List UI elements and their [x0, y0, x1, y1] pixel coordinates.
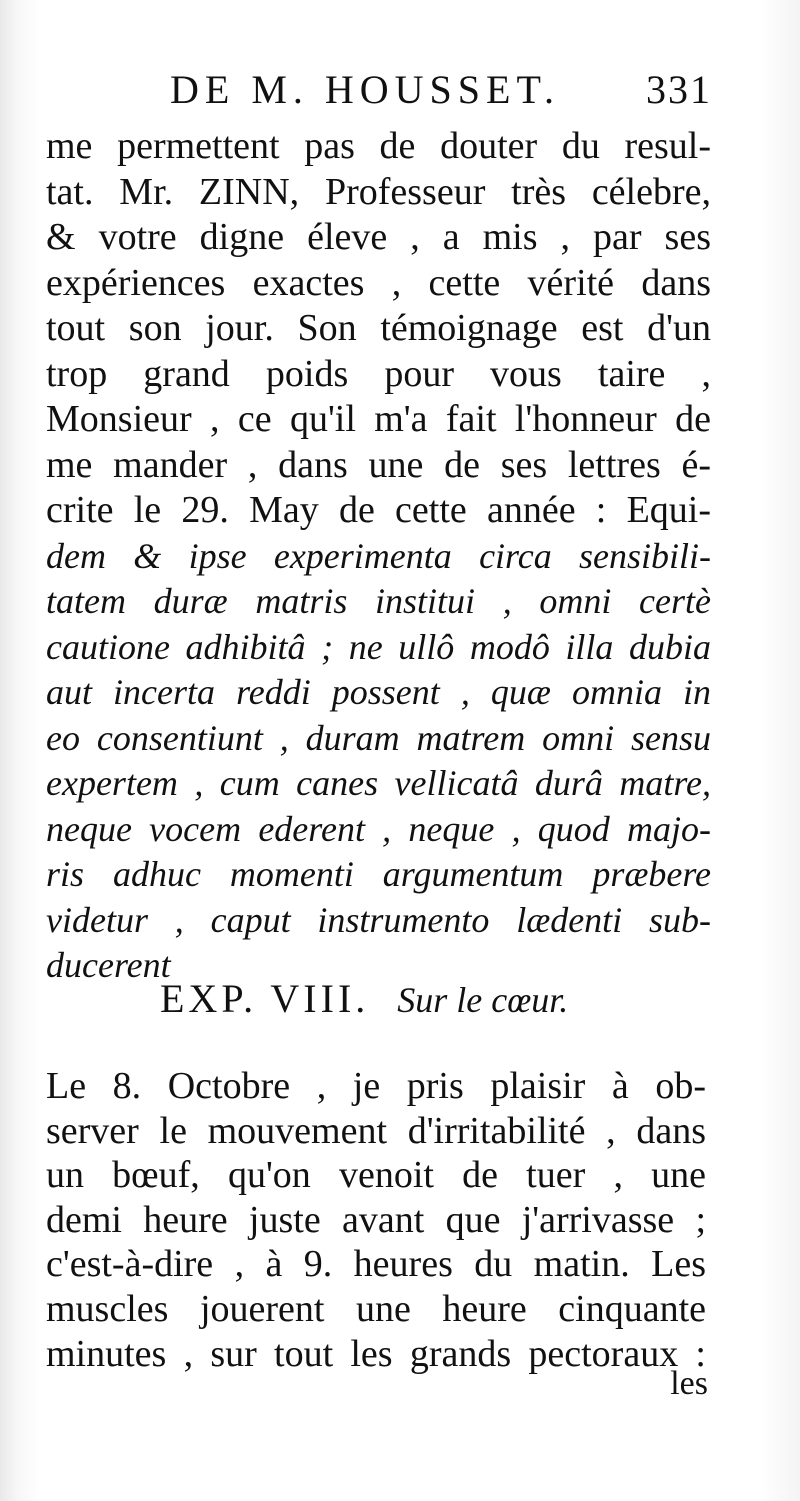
experiment-label: EXP. VIII.: [160, 976, 370, 1021]
page-number: 331: [646, 67, 712, 112]
text-line: un bœuf, qu'on venoit de tuer , une: [46, 1154, 706, 1197]
text-line: neque vocem ederent , neque , quod majo-: [46, 808, 711, 849]
paragraph-letter-quotation: [46, 124, 711, 989]
paragraph-experiment: [46, 1064, 706, 1376]
text-line: tat. Mr. ZINN, Professeur très célebre,: [46, 170, 711, 213]
text-line: cautione adhibitâ ; ne ullô modô illa dubia: [46, 626, 711, 667]
text-line: muscles jouerent une heure cinquante: [46, 1287, 706, 1330]
text-line: eo consentiunt , duram matrem omni sensu: [46, 717, 711, 758]
section-heading: [160, 975, 568, 1022]
text-line: dem & ipse experimenta circa sensibili-: [46, 535, 711, 576]
text-line: demi heure juste avant que j'arrivasse ;: [46, 1198, 706, 1241]
text-line: Le 8. Octobre , je pris plaisir à ob-: [46, 1065, 706, 1107]
text-line: tatem duræ matris institui , omni certè: [46, 581, 711, 621]
text-line: ris adhuc momenti argumentum præbere: [46, 854, 711, 894]
running-title: DE M. HOUSSET.: [170, 67, 560, 112]
text-line: trop grand poids pour vous taire ,: [46, 352, 711, 395]
text-line: server le mouvement d'irritabilité , dans: [46, 1109, 706, 1152]
text-line: crite le 29. May de cette année : Equi-: [46, 489, 711, 531]
experiment-subtitle: Sur le cœur.: [397, 980, 569, 1020]
text-line: minutes , sur tout les grands pectoraux :: [46, 1332, 706, 1375]
catchword: les: [670, 1365, 708, 1402]
text-line: expertem , cum canes vellicatâ durâ matre,: [46, 763, 711, 803]
text-line: me permettent pas de douter du resul-: [46, 125, 711, 167]
text-line: & votre digne éleve , a mis , par ses: [46, 216, 711, 258]
page-header: [170, 66, 730, 126]
text-line: me mander , dans une de ses lettres é-: [46, 443, 711, 486]
text-line: c'est-à-dire , à 9. heures du matin. Les: [46, 1243, 706, 1286]
text-line: expériences exactes , cette vérité dans: [46, 261, 711, 304]
text-line: ducerent: [46, 945, 171, 985]
text-line: aut incerta reddi possent , quæ omnia in: [46, 672, 711, 712]
text-line: Monsieur , ce qu'il m'a fait l'honneur de: [46, 398, 711, 440]
text-line: tout son jour. Son témoignage est d'un: [46, 307, 711, 349]
text-line: videtur , caput instrumento lædenti sub-: [46, 899, 711, 940]
